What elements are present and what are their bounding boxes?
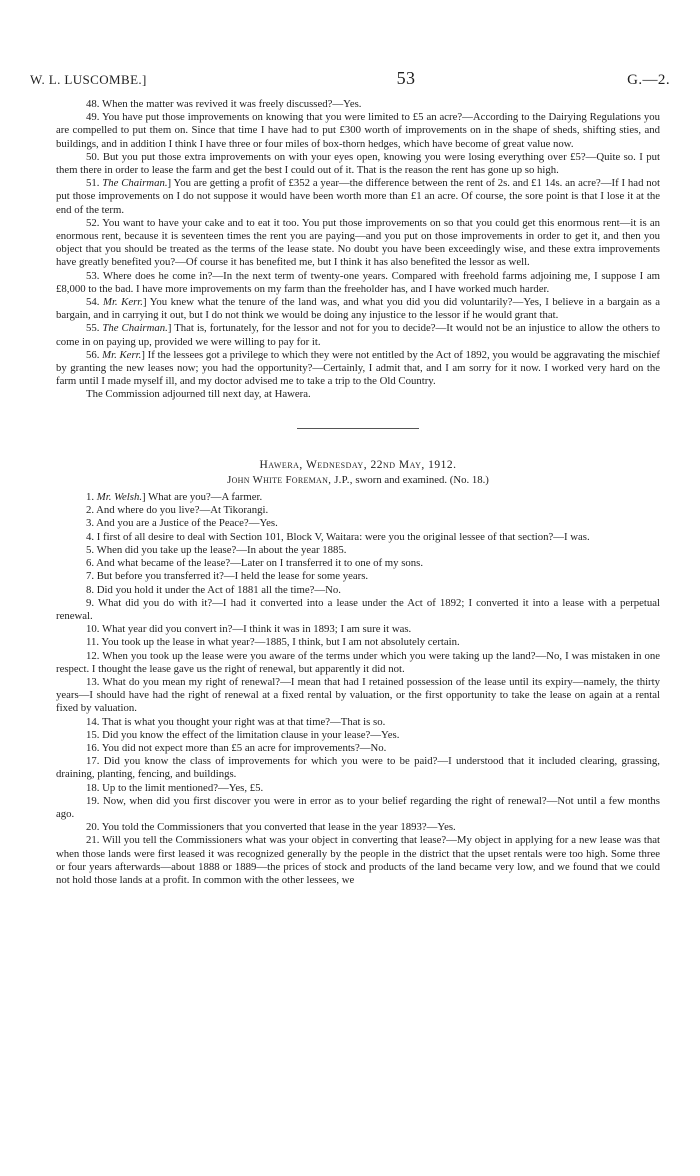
question-paragraph [56, 270, 660, 296]
section-divider [297, 428, 419, 429]
question-number: 51. [86, 177, 100, 190]
speaker-name: The Chairman. [102, 177, 168, 190]
question-paragraph [56, 217, 660, 270]
question-number: 12. [86, 649, 100, 662]
paragraph-text: You want to have your cake and to eat it too. You put those improvements on so that you could get this enormous rent—it is an enormous rent, because it is seventeen times the rent you are paying—and you put on those improvements in order to get it, and then you object that you should be treated as the terms of the lease state. No doubt you have been exceedingly wise, and these extra improvements have greatly benefited you?—Of course it has benefited me, but I think it has also benefited the lessor as well. [56, 216, 660, 269]
question-paragraph: 54. Mr. Kerr.] You knew what the tenure of the land was, and what you did you did voluntarily?—Yes, I believe in a bargain as a bargain, and in carrying it out, but I do not think we would be doing any injustice to the lessor if he would grant that. [56, 296, 660, 322]
question-paragraph [56, 716, 660, 729]
question-number: 15. [86, 728, 100, 741]
witness-sworn-note: sworn and examined. (No. 18.) [355, 473, 489, 486]
paragraph-text: When did you take up the lease?—In about the year 1885. [96, 543, 347, 556]
question-paragraph [56, 544, 660, 557]
question-paragraph [56, 517, 660, 530]
paragraph-text: The Commission adjourned till next day, at Hawera. [86, 388, 311, 401]
paragraph-text: That is what you thought your right was at that time?—That is so. [101, 715, 386, 728]
speaker-name: Mr. Kerr. [102, 348, 142, 361]
speaker-name: Mr. Welsh. [96, 491, 143, 504]
question-number: 53. [86, 269, 100, 282]
question-paragraph [56, 729, 660, 742]
question-number: 49. [86, 111, 100, 124]
paragraph-text: Will you tell the Commissioners what was your object in converting that lease?—My object in applying for a new lease was that when those lands were first leased it was recognized generally by the people in the district that the upset rentals were too high. Some three or four years afterwards—about 1888 or 1889—the prices of stock and products of the land became very low, and we found that we could not hold those lands at a profit. In common with the other lessees, we [56, 834, 660, 886]
paragraph-text: But you put those extra improvements on with your eyes open, knowing you were losing everything over £5?—Quite so. I put them there in order to lease the farm and get the best I could out of it. That is the reason the rent has gone up so high. [56, 150, 660, 177]
paragraph-text: You are getting a profit of £352 a year—the difference between the rent of 2s. and £1 14s. an acre?—If I had not put those improvements on I do not suppose it would have been worth more than £1 an acre. Of course, the sore point is that I lose it at the end of the term. [56, 177, 661, 216]
question-paragraph [56, 676, 660, 716]
question-number: 8. [86, 583, 95, 596]
witness-heading [56, 474, 660, 487]
question-number: 7. [86, 570, 95, 583]
question-number: 14. [86, 715, 100, 728]
paragraph-text: Did you know the class of improvements for which you were to be paid?—I understood that it included clearing, grassing, draining, planting, fencing, and buildings. [56, 755, 660, 781]
paragraph-text: And what became of the lease?—Later on I transferred it to one of my sons. [96, 557, 424, 570]
question-number: 56. [86, 348, 100, 361]
question-paragraph: 51. The Chairman.] You are getting a profit of £352 a year—the difference between the rent of 2s. and £1 14s. an acre?—If I had not put those improvements on I do not suppose it would have been worth more than £1 an acre. Of course, the sore point is that I lose it at the end of the term. [56, 177, 661, 216]
question-number: 10. [86, 623, 100, 636]
page-header [30, 68, 670, 89]
question-paragraph [56, 570, 660, 583]
question-number: 18. [86, 781, 100, 794]
question-number: 13. [86, 675, 100, 688]
paragraph-text: What did you do with it?—I had it converted into a lease under the Act of 1892; I converted it into a lease with a perpetual renewal. [56, 596, 660, 622]
paragraph-text: You did not expect more than £5 an acre for improvements?—No. [101, 741, 387, 754]
question-number: 11. [86, 636, 100, 649]
testimony-section-luscombe [56, 98, 660, 402]
question-number: 50. [86, 150, 100, 163]
question-paragraph [56, 98, 660, 111]
paragraph-text: When you took up the lease were you aware of the terms under which you were taking up the land?—No, I was mistaken in one respect. I thought the lease gave us the right of renewal, but apparently it did not. [56, 649, 660, 675]
session-heading: Hawera, Wednesday, 22nd May, 1912. [259, 458, 457, 471]
witness-running-head: W. L. LUSCOMBE.] [30, 72, 147, 87]
question-number: 3. [86, 517, 95, 530]
question-paragraph [56, 650, 660, 676]
paragraph-text: I first of all desire to deal with Section 101, Block V, Waitara: were you the original lessee of that section?—I was. [96, 530, 590, 543]
paragraph-text: You have put those improvements on knowing that you were limited to £5 an acre?—According to the Dairying Regulations you are compelled to put them on. Since that time I have had to put £300 worth of improvements on in the shape of sheds, shifting sties, and buildings, and in addition I think I have three or four miles of box-thorn hedges, which have become of great value now. [56, 111, 660, 150]
paragraph-text: What do you mean my right of renewal?—I mean that had I retained possession of the lease until its expiry—namely, the thirty years—I should have had the right of renewal at a fixed rental by valuation, or the first opportunity to take the lease on again at a rental fixed by valuation. [56, 675, 660, 715]
testimony-section-foreman [56, 491, 660, 887]
paragraph-text: Did you know the effect of the limitation clause in your lease?—Yes. [102, 728, 400, 741]
paragraph-text: When the matter was revived it was freely discussed?—Yes. [101, 98, 362, 110]
question-paragraph [56, 388, 660, 401]
speaker-name: The Chairman. [102, 322, 168, 335]
page-number: 53 [396, 68, 416, 88]
paragraph-text: Up to the limit mentioned?—Yes, £5. [102, 781, 264, 794]
paragraph-text: If the lessees got a privilege to which they were not entitled by the Act of 1892, you would be aggravating the mischief by granting the new leases now; you had the opportunity?—Certainly, I admit that, and I am sorry for it now. I worked very hard on the farm until I made myself ill, and my doctor advised me to take a trip to the Old Country. [56, 348, 661, 388]
question-number: 5. [86, 543, 95, 556]
question-paragraph [56, 623, 660, 636]
question-paragraph: 55. The Chairman.] That is, fortunately, for the lessor and not for you to decide?—It would not be an injustice to allow the others to come in on paying up, provided we were willing to pay for it. [56, 322, 661, 348]
question-paragraph: 1. Mr. Welsh.] What are you?—A farmer. [86, 491, 263, 504]
paragraph-text: What year did you convert in?—I think it was in 1893; I am sure it was. [101, 623, 412, 636]
question-paragraph [56, 636, 660, 649]
paragraph-text: You told the Commissioners that you converted that lease in the year 1893?—Yes. [101, 821, 456, 834]
question-paragraph [56, 834, 660, 887]
paragraph-text: And where do you live?—At Tikorangi. [96, 504, 269, 517]
question-paragraph [56, 782, 660, 795]
question-number: 52. [86, 216, 100, 229]
question-number: 19. [86, 794, 100, 807]
question-paragraph [56, 755, 660, 781]
paragraph-text: And you are a Justice of the Peace?—Yes. [96, 517, 278, 530]
question-number: 48. [86, 98, 100, 110]
question-number: 1. [86, 491, 95, 504]
question-paragraph [56, 821, 660, 834]
question-paragraph [56, 504, 660, 517]
paragraph-text: But before you transferred it?—I held the lease for some years. [96, 570, 369, 583]
paragraph-text: Did you hold it under the Act of 1881 all the time?—No. [96, 583, 341, 596]
paragraph-text: That is, fortunately, for the lessor and not for you to decide?—It would not be an injustice to allow the others to come in on paying up, provided we were willing to pay for it. [56, 322, 661, 348]
question-number: 2. [86, 504, 95, 517]
question-paragraph [56, 795, 660, 821]
paragraph-text: You knew what the tenure of the land was, and what you did you did voluntarily?—Yes, I believe in a bargain as a bargain, and in carrying it out, but I do not think we would be doing any injustice to the lessor if he would grant that. [56, 296, 660, 322]
report-series-code: G.—2. [627, 72, 670, 88]
question-paragraph [56, 531, 660, 544]
question-number: 17. [86, 755, 100, 768]
question-paragraph [56, 597, 660, 623]
question-number: 21. [86, 834, 100, 847]
paragraph-text: You took up the lease in what year?—1885, I think, but I am not absolutely certain. [101, 636, 460, 649]
question-paragraph [56, 111, 660, 151]
speaker-name: Mr. Kerr. [102, 296, 143, 309]
witness-name: John White Foreman, J.P., [227, 473, 353, 486]
question-number: 16. [86, 741, 100, 754]
question-number: 6. [86, 557, 95, 570]
question-number: 54. [86, 296, 100, 309]
paragraph-text: Now, when did you first discover you were in error as to your belief regarding the right of renewal?—Not until a few months ago. [56, 794, 660, 820]
question-paragraph [56, 584, 660, 597]
question-paragraph: 56. Mr. Kerr.] If the lessees got a privilege to which they were not entitled by the Act of 1892, you would be aggravating the mischief by granting the new leases now; you had the opportunity?—Certainly, I admit that, and I am sorry for it now. I worked very hard on the farm until I made myself ill, and my doctor advised me to take a trip to the Old Country. [56, 348, 661, 388]
question-paragraph [56, 151, 660, 177]
paragraph-text: Where does he come in?—In the next term of twenty-one years. Compared with freehold farms adjoining me, I suppose I am £8,000 to the bad. I have more improvements on my farm than the freeholder has, and I have worked much harder. [56, 269, 660, 295]
document-body [56, 98, 660, 887]
question-number: 20. [86, 821, 100, 834]
paragraph-text: What are you?—A farmer. [148, 491, 263, 504]
question-number: 4. [86, 530, 95, 543]
question-paragraph [56, 557, 660, 570]
question-number: 55. [86, 322, 100, 335]
question-number: 9. [86, 596, 95, 609]
question-paragraph [56, 742, 660, 755]
